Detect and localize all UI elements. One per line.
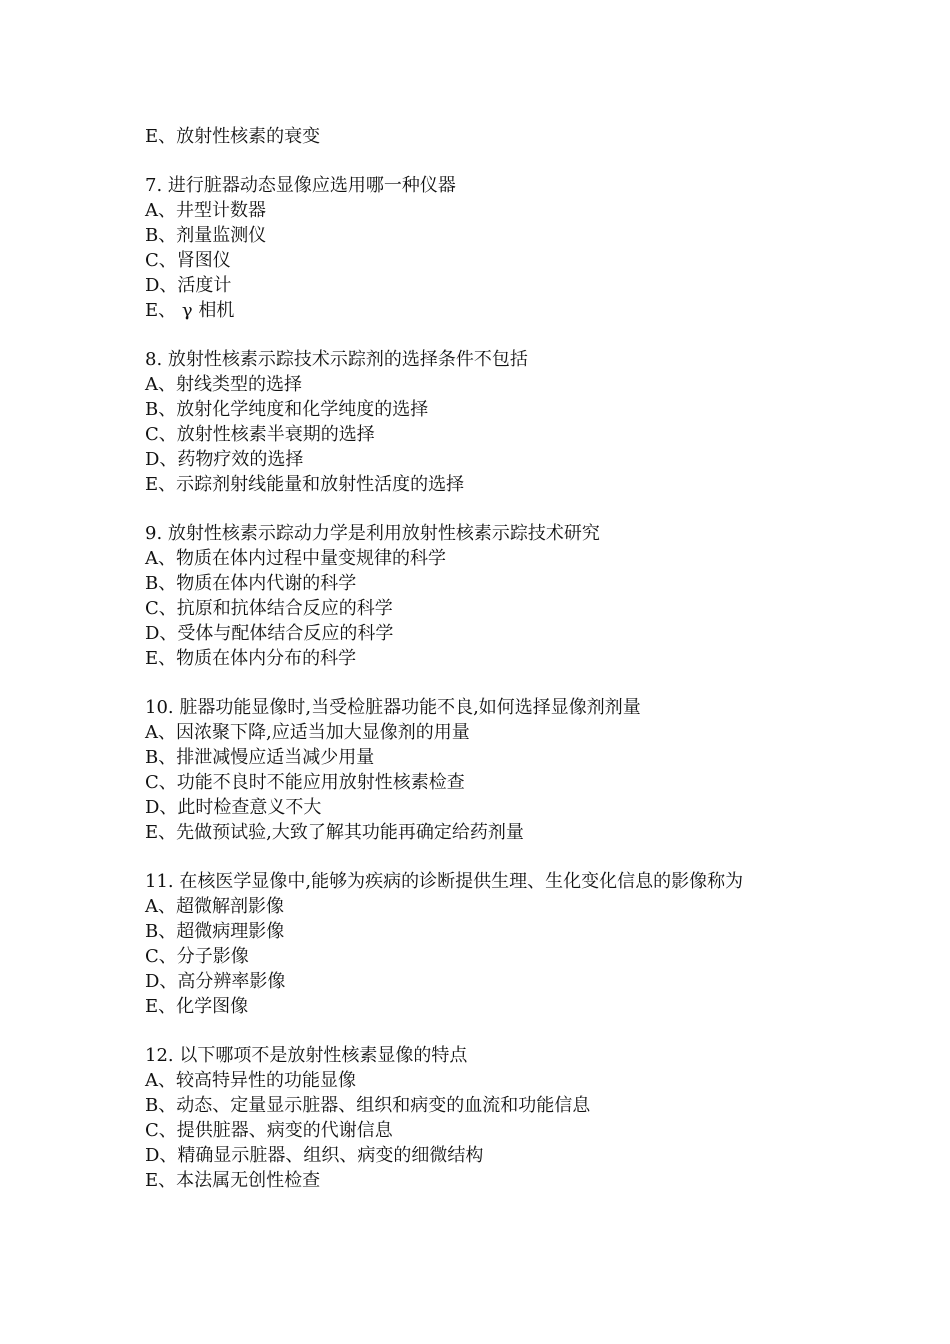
option-d: D、活度计 (145, 275, 232, 296)
option-d: D、药物疗效的选择 (145, 449, 304, 470)
option-c: C、功能不良时不能应用放射性核素检查 (145, 772, 465, 793)
question-stem: 9. 放射性核素示踪动力学是利用放射性核素示踪技术研究 (145, 523, 600, 544)
option-b: B、物质在体内代谢的科学 (145, 573, 357, 594)
option-b: B、超微病理影像 (145, 921, 285, 942)
option-a: A、井型计数器 (145, 200, 266, 221)
option-d: D、高分辨率影像 (145, 971, 286, 992)
option-c: C、分子影像 (145, 946, 249, 967)
spacer (145, 845, 905, 869)
question-stem: 12. 以下哪项不是放射性核素显像的特点 (145, 1045, 468, 1066)
option-d: D、受体与配体结合反应的科学 (145, 623, 394, 644)
option-e: E、先做预试验,大致了解其功能再确定给药剂量 (145, 822, 524, 843)
option-b: B、排泄减慢应适当减少用量 (145, 747, 375, 768)
question-12 (145, 1043, 905, 1193)
option-b: B、剂量监测仪 (145, 225, 267, 246)
option-b: B、动态、定量显示脏器、组织和病变的血流和功能信息 (145, 1095, 591, 1116)
spacer (145, 497, 905, 521)
leading-option: E、放射性核素的衰变 (145, 126, 321, 147)
document-page (145, 124, 905, 1193)
spacer (145, 323, 905, 347)
option-a: A、物质在体内过程中量变规律的科学 (145, 548, 446, 569)
option-a: A、射线类型的选择 (145, 374, 302, 395)
option-d: D、此时检查意义不大 (145, 797, 322, 818)
option-d: D、精确显示脏器、组织、病变的细微结构 (145, 1145, 484, 1166)
question-7 (145, 173, 905, 323)
question-10 (145, 695, 905, 845)
option-e: E、物质在体内分布的科学 (145, 648, 357, 669)
option-b: B、放射化学纯度和化学纯度的选择 (145, 399, 429, 420)
option-e: E、本法属无创性检查 (145, 1170, 321, 1191)
spacer (145, 1019, 905, 1043)
option-c: C、抗原和抗体结合反应的科学 (145, 598, 393, 619)
option-c: C、提供脏器、病变的代谢信息 (145, 1120, 393, 1141)
question-stem: 10. 脏器功能显像时,当受检脏器功能不良,如何选择显像剂剂量 (145, 697, 641, 718)
question-stem: 7. 进行脏器动态显像应选用哪一种仪器 (145, 175, 456, 196)
option-a: A、因浓聚下降,应适当加大显像剂的用量 (145, 722, 470, 743)
option-c: C、肾图仪 (145, 250, 231, 271)
question-8 (145, 347, 905, 497)
question-stem: 8. 放射性核素示踪技术示踪剂的选择条件不包括 (145, 349, 528, 370)
spacer (145, 671, 905, 695)
option-e: E、化学图像 (145, 996, 249, 1017)
option-a: A、超微解剖影像 (145, 896, 284, 917)
option-e: E、 γ 相机 (145, 300, 235, 321)
question-stem: 11. 在核医学显像中,能够为疾病的诊断提供生理、生化变化信息的影像称为 (145, 871, 744, 892)
question-11 (145, 869, 905, 1019)
option-c: C、放射性核素半衰期的选择 (145, 424, 375, 445)
option-e: E、示踪剂射线能量和放射性活度的选择 (145, 474, 465, 495)
question-9 (145, 521, 905, 671)
spacer (145, 149, 905, 173)
option-a: A、较高特异性的功能显像 (145, 1070, 356, 1091)
